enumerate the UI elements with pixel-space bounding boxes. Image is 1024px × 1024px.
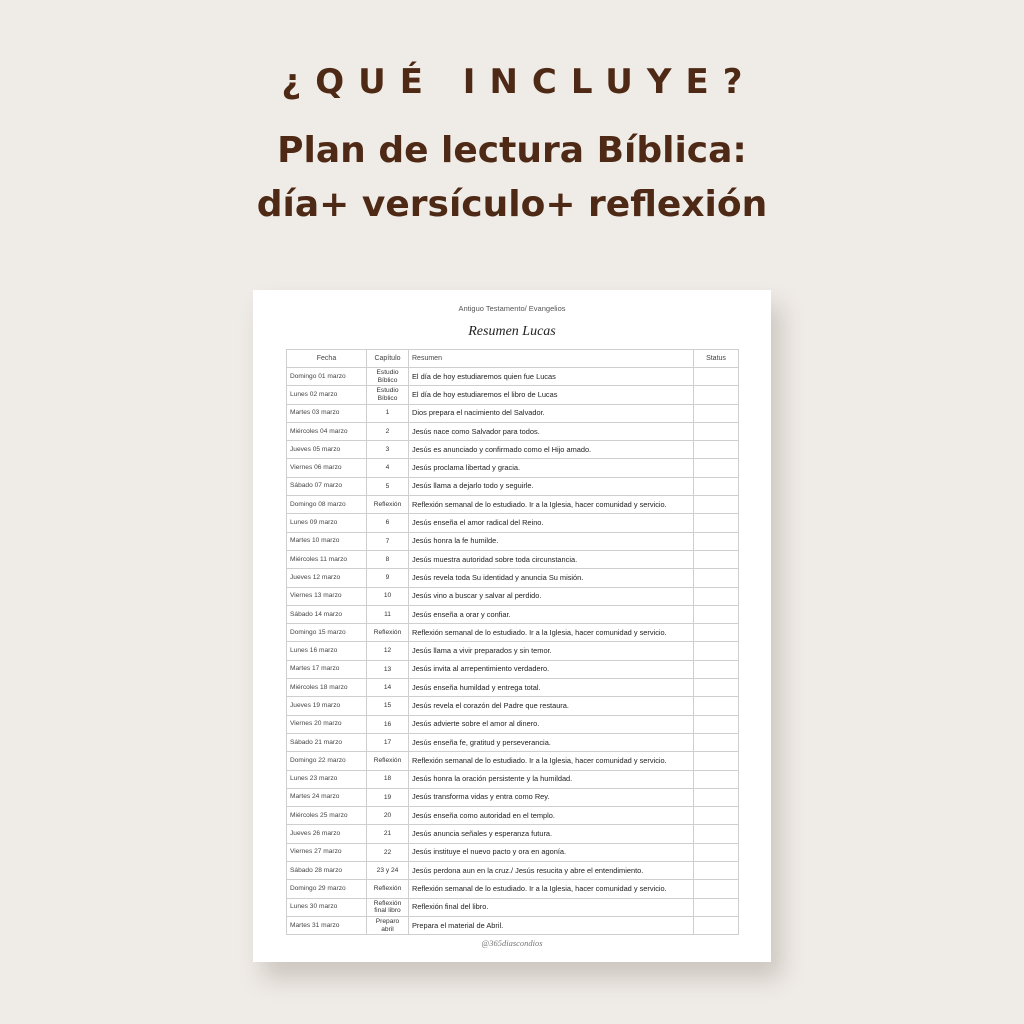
summary-cell: Jesús muestra autoridad sobre toda circunstancia. [409, 550, 694, 568]
column-header-resumen: Resumen [409, 350, 694, 368]
status-cell[interactable] [694, 550, 739, 568]
chapter-cell: Reflexión [367, 880, 409, 898]
status-cell[interactable] [694, 496, 739, 514]
chapter-cell: Reflexión [367, 624, 409, 642]
table-row [287, 862, 739, 880]
summary-cell: Jesús honra la fe humilde. [409, 532, 694, 550]
status-cell[interactable] [694, 679, 739, 697]
summary-cell: Jesús nace como Salvador para todos. [409, 422, 694, 440]
status-cell[interactable] [694, 715, 739, 733]
status-cell[interactable] [694, 825, 739, 843]
table-row [287, 569, 739, 587]
summary-cell: El día de hoy estudiaremos el libro de Lucas [409, 386, 694, 404]
date-cell: Sábado 14 marzo [287, 605, 367, 623]
table-row [287, 916, 739, 934]
eyebrow-heading: ¿QUÉ INCLUYE? [281, 62, 757, 102]
date-cell: Lunes 02 marzo [287, 386, 367, 404]
status-cell[interactable] [694, 404, 739, 422]
date-cell: Jueves 19 marzo [287, 697, 367, 715]
chapter-cell: 3 [367, 441, 409, 459]
chapter-cell: 7 [367, 532, 409, 550]
table-row [287, 422, 739, 440]
status-cell[interactable] [694, 605, 739, 623]
table-row [287, 642, 739, 660]
chapter-cell: 17 [367, 733, 409, 751]
date-cell: Sábado 21 marzo [287, 733, 367, 751]
chapter-cell: 11 [367, 605, 409, 623]
date-cell: Domingo 22 marzo [287, 752, 367, 770]
chapter-cell: 20 [367, 807, 409, 825]
reading-plan-table [286, 349, 739, 935]
summary-cell: Jesús revela toda Su identidad y anuncia Su misión. [409, 569, 694, 587]
date-cell: Miércoles 11 marzo [287, 550, 367, 568]
date-cell: Miércoles 04 marzo [287, 422, 367, 440]
date-cell: Martes 10 marzo [287, 532, 367, 550]
column-header-capitulo: Capítulo [367, 350, 409, 368]
table-row [287, 788, 739, 806]
summary-cell: Jesús llama a vivir preparados y sin temor. [409, 642, 694, 660]
status-cell[interactable] [694, 898, 739, 916]
chapter-cell: Estudio Bíblico [367, 386, 409, 404]
status-cell[interactable] [694, 752, 739, 770]
summary-cell: Jesús vino a buscar y salvar al perdido. [409, 587, 694, 605]
date-cell: Viernes 27 marzo [287, 843, 367, 861]
status-cell[interactable] [694, 642, 739, 660]
summary-cell: Dios prepara el nacimiento del Salvador. [409, 404, 694, 422]
summary-cell: Jesús enseña a orar y confiar. [409, 605, 694, 623]
chapter-cell: 10 [367, 587, 409, 605]
table-row [287, 404, 739, 422]
document-preview [253, 290, 771, 962]
chapter-cell: 19 [367, 788, 409, 806]
summary-cell: Reflexión final del libro. [409, 898, 694, 916]
date-cell: Martes 03 marzo [287, 404, 367, 422]
chapter-cell: 8 [367, 550, 409, 568]
table-row [287, 679, 739, 697]
table-row [287, 386, 739, 404]
table-row [287, 697, 739, 715]
chapter-cell: 13 [367, 660, 409, 678]
chapter-cell: Reflexión final libro [367, 898, 409, 916]
table-row [287, 514, 739, 532]
column-header-fecha: Fecha [287, 350, 367, 368]
summary-cell: Jesús invita al arrepentimiento verdadero. [409, 660, 694, 678]
status-cell[interactable] [694, 514, 739, 532]
status-cell[interactable] [694, 624, 739, 642]
summary-cell: Jesús anuncia señales y esperanza futura. [409, 825, 694, 843]
date-cell: Miércoles 25 marzo [287, 807, 367, 825]
status-cell[interactable] [694, 441, 739, 459]
summary-cell: Jesús enseña fe, gratitud y perseverancia. [409, 733, 694, 751]
table-row [287, 770, 739, 788]
table-row [287, 368, 739, 386]
summary-cell: Jesús honra la oración persistente y la humildad. [409, 770, 694, 788]
summary-cell: Jesús revela el corazón del Padre que restaura. [409, 697, 694, 715]
headline-line-1: Plan de lectura Bíblica: [277, 130, 747, 171]
headline-line-2: día+ versículo+ reflexión [256, 184, 768, 225]
date-cell: Domingo 15 marzo [287, 624, 367, 642]
headline [0, 124, 1024, 232]
chapter-cell: 1 [367, 404, 409, 422]
table-row [287, 550, 739, 568]
status-cell[interactable] [694, 477, 739, 495]
column-header-status: Status [694, 350, 739, 368]
summary-cell: Jesús es anunciado y confirmado como el Hijo amado. [409, 441, 694, 459]
footer-handle: @365diascondios [481, 938, 543, 948]
status-cell[interactable] [694, 733, 739, 751]
document-title: Resumen Lucas [468, 324, 556, 339]
date-cell: Lunes 30 marzo [287, 898, 367, 916]
chapter-cell: 16 [367, 715, 409, 733]
summary-cell: Jesús transforma vidas y entra como Rey. [409, 788, 694, 806]
status-cell[interactable] [694, 587, 739, 605]
date-cell: Lunes 16 marzo [287, 642, 367, 660]
table-row [287, 843, 739, 861]
summary-cell: Jesús advierte sobre el amor al dinero. [409, 715, 694, 733]
status-cell[interactable] [694, 862, 739, 880]
date-cell: Martes 31 marzo [287, 916, 367, 934]
chapter-cell: 9 [367, 569, 409, 587]
chapter-cell: 4 [367, 459, 409, 477]
status-cell[interactable] [694, 422, 739, 440]
table-row [287, 807, 739, 825]
summary-cell: Jesús enseña humildad y entrega total. [409, 679, 694, 697]
date-cell: Viernes 06 marzo [287, 459, 367, 477]
chapter-cell: 21 [367, 825, 409, 843]
date-cell: Martes 17 marzo [287, 660, 367, 678]
date-cell: Lunes 23 marzo [287, 770, 367, 788]
table-row [287, 660, 739, 678]
table-row [287, 880, 739, 898]
date-cell: Jueves 26 marzo [287, 825, 367, 843]
chapter-cell: 2 [367, 422, 409, 440]
status-cell[interactable] [694, 532, 739, 550]
status-cell[interactable] [694, 770, 739, 788]
table-row [287, 477, 739, 495]
table-row [287, 587, 739, 605]
chapter-cell: Reflexión [367, 752, 409, 770]
table-body [287, 368, 739, 935]
status-cell[interactable] [694, 916, 739, 934]
date-cell: Viernes 20 marzo [287, 715, 367, 733]
date-cell: Miércoles 18 marzo [287, 679, 367, 697]
summary-cell: Jesús enseña como autoridad en el templo. [409, 807, 694, 825]
table-row [287, 441, 739, 459]
chapter-cell: 14 [367, 679, 409, 697]
date-cell: Sábado 28 marzo [287, 862, 367, 880]
summary-cell: Jesús llama a dejarlo todo y seguirle. [409, 477, 694, 495]
date-cell: Domingo 29 marzo [287, 880, 367, 898]
status-cell[interactable] [694, 788, 739, 806]
status-cell[interactable] [694, 843, 739, 861]
chapter-cell: 15 [367, 697, 409, 715]
summary-cell: Reflexión semanal de lo estudiado. Ir a la Iglesia, hacer comunidad y servicio. [409, 624, 694, 642]
table-header-row [287, 350, 739, 368]
summary-cell: Jesús instituye el nuevo pacto y ora en agonía. [409, 843, 694, 861]
status-cell[interactable] [694, 368, 739, 386]
document-subtitle: Antiguo Testamento/ Evangelios [458, 304, 566, 313]
summary-cell: Jesús proclama libertad y gracia. [409, 459, 694, 477]
status-cell[interactable] [694, 459, 739, 477]
date-cell: Jueves 05 marzo [287, 441, 367, 459]
date-cell: Sábado 07 marzo [287, 477, 367, 495]
table-row [287, 532, 739, 550]
date-cell: Lunes 09 marzo [287, 514, 367, 532]
chapter-cell: 23 y 24 [367, 862, 409, 880]
date-cell: Domingo 01 marzo [287, 368, 367, 386]
date-cell: Viernes 13 marzo [287, 587, 367, 605]
status-cell[interactable] [694, 697, 739, 715]
summary-cell: Jesús enseña el amor radical del Reino. [409, 514, 694, 532]
table-row [287, 605, 739, 623]
summary-cell: Reflexión semanal de lo estudiado. Ir a la Iglesia, hacer comunidad y servicio. [409, 496, 694, 514]
date-cell: Jueves 12 marzo [287, 569, 367, 587]
status-cell[interactable] [694, 569, 739, 587]
table-row [287, 733, 739, 751]
table-row [287, 459, 739, 477]
table-row [287, 715, 739, 733]
chapter-cell: 5 [367, 477, 409, 495]
chapter-cell: Preparo abril [367, 916, 409, 934]
table-row [287, 624, 739, 642]
status-cell[interactable] [694, 660, 739, 678]
date-cell: Martes 24 marzo [287, 788, 367, 806]
chapter-cell: 6 [367, 514, 409, 532]
summary-cell: El día de hoy estudiaremos quien fue Lucas [409, 368, 694, 386]
status-cell[interactable] [694, 880, 739, 898]
table-row [287, 496, 739, 514]
chapter-cell: 12 [367, 642, 409, 660]
date-cell: Domingo 08 marzo [287, 496, 367, 514]
chapter-cell: 22 [367, 843, 409, 861]
summary-cell: Prepara el material de Abril. [409, 916, 694, 934]
table-row [287, 752, 739, 770]
summary-cell: Jesús perdona aun en la cruz./ Jesús resucita y abre el entendimiento. [409, 862, 694, 880]
chapter-cell: Estudio Bíblico [367, 368, 409, 386]
chapter-cell: Reflexión [367, 496, 409, 514]
summary-cell: Reflexión semanal de lo estudiado. Ir a la Iglesia, hacer comunidad y servicio. [409, 880, 694, 898]
table-row [287, 898, 739, 916]
chapter-cell: 18 [367, 770, 409, 788]
summary-cell: Reflexión semanal de lo estudiado. Ir a la Iglesia, hacer comunidad y servicio. [409, 752, 694, 770]
table-row [287, 825, 739, 843]
status-cell[interactable] [694, 386, 739, 404]
status-cell[interactable] [694, 807, 739, 825]
